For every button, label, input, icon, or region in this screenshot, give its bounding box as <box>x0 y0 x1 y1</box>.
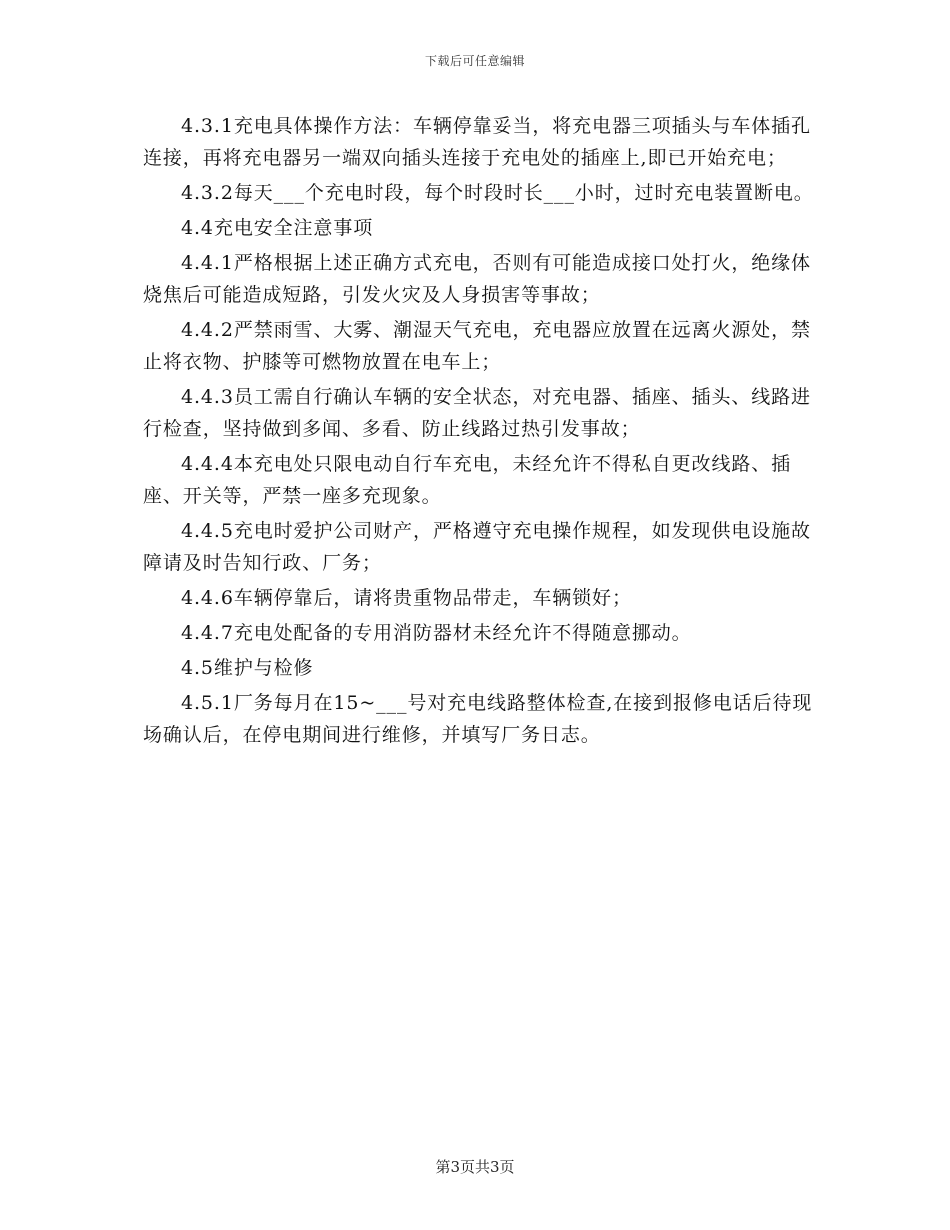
paragraph-4-4-4: 4.4.4本充电处只限电动自行车充电，未经允许不得私自更改线路、插座、开关等，严禁一座多充现象。 <box>143 453 792 507</box>
document-body <box>143 110 815 754</box>
page-header: 下载后可任意编辑 <box>424 54 525 68</box>
paragraph-4-4-2: 4.4.2严禁雨雪、大雾、潮湿天气充电，充电器应放置在远离火源处，禁止将衣物、护膝等可燃物放置在电车上； <box>143 319 811 373</box>
page-number: 第3页共3页 <box>435 1158 515 1176</box>
paragraph-4-4-3: 4.4.3员工需自行确认车辆的安全状态，对充电器、插座、插头、线路进行检查，坚持做到多闻、多看、防止线路过热引发事故； <box>143 386 811 440</box>
paragraph-4-3-1: 4.3.1充电具体操作方法：车辆停靠妥当，将充电器三项插头与车体插孔连接，再将充电器另一端双向插头连接于充电处的插座上,即已开始充电； <box>143 115 811 169</box>
section-heading-4-4: 4.4充电安全注意事项 <box>181 217 374 239</box>
paragraph-4-4-6: 4.4.6车辆停靠后，请将贵重物品带走，车辆锁好； <box>181 587 632 609</box>
paragraph-4-4-7: 4.4.7充电处配备的专用消防器材未经允许不得随意挪动。 <box>181 622 692 644</box>
paragraph-4-5-1: 4.5.1厂务每月在15~___号对充电线路整体检查,在接到报修电话后待现场确认后，在停电期间进行维修，并填写厂务日志。 <box>143 692 813 746</box>
section-heading-4-5: 4.5维护与检修 <box>181 657 314 679</box>
paragraph-4-4-1: 4.4.1严格根据上述正确方式充电，否则有可能造成接口处打火，绝缘体烧焦后可能造成短路，引发火灾及人身损害等事故； <box>143 252 811 306</box>
paragraph-4-4-5: 4.4.5充电时爱护公司财产，严格遵守充电操作规程，如发现供电设施故障请及时告知行政、厂务； <box>143 520 811 574</box>
paragraph-4-3-2: 4.3.2每天___个充电时段，每个时段时长___小时，过时充电装置断电。 <box>181 182 814 204</box>
